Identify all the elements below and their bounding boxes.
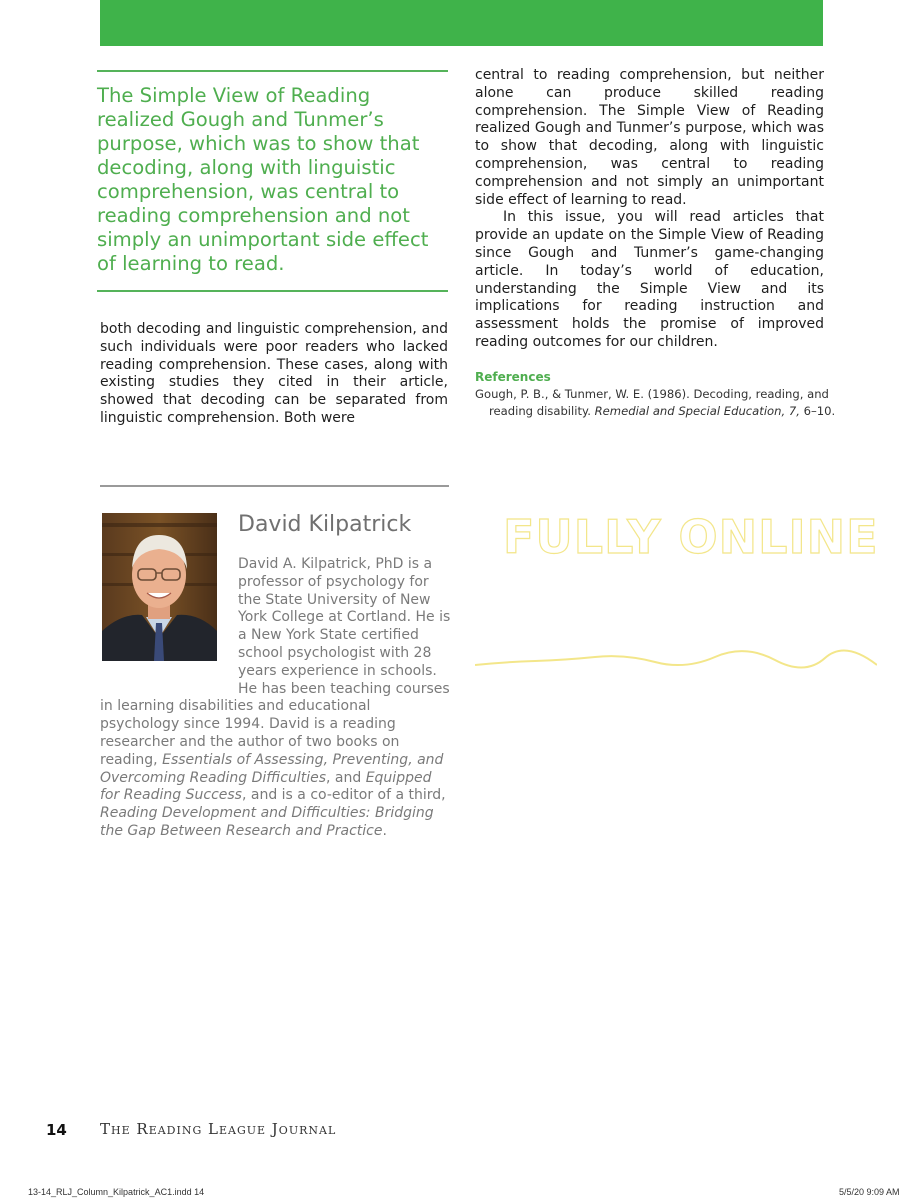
reference-authors: Gough, P. B., & Tunmer, W. E. (1986). Decoding, reading, and reading disability.: [475, 387, 829, 418]
bio-text: , and is a co-editor of a third,: [241, 787, 446, 804]
header-color-bar: [100, 0, 823, 46]
reference-entry: [475, 386, 839, 420]
author-name: David Kilpatrick: [238, 512, 412, 537]
reference-journal: Remedial and Special Education,: [594, 404, 786, 418]
bio-text: David A. Kilpatrick, PhD is a professor of psychology for the State University of New York College at Cortland. He is a New York State certified school psychologist with 28 years experience in schools. He has been teaching courses in learning disabilities and educational psychology since 1994. David is a reading researcher and the author of two books on reading,: [100, 556, 451, 768]
author-section-rule: [100, 485, 449, 487]
photo-wrap-spacer: [100, 556, 238, 686]
bio-text: .: [382, 822, 387, 839]
print-slug-file: 13-14_RLJ_Column_Kilpatrick_AC1.indd 14: [28, 1187, 205, 1197]
advert-headline: FULLY ONLINE: [503, 510, 879, 564]
body-paragraph: both decoding and linguistic comprehension, and such individuals were poor readers who lacked reading comprehension. These cases, along with existing studies they cited in their article, showed that decoding can be separated from linguistic comprehension. Both were: [100, 321, 448, 426]
right-column-text: [475, 67, 824, 352]
page-number: 14: [46, 1121, 67, 1139]
references-heading: References: [475, 370, 551, 384]
bio-book-title: Essentials of Assessing, Preventing, and Overcoming Reading Difficulties: [100, 751, 444, 786]
bio-book-title: Equipped for Reading Success: [100, 769, 432, 804]
print-slug-date: 5/5/20 9:09 AM: [839, 1187, 900, 1197]
pullquote-top-rule: [97, 70, 448, 72]
journal-title: The Reading League Journal: [100, 1120, 337, 1138]
bio-text: , and: [326, 769, 362, 786]
pullquote-bottom-rule: [97, 290, 448, 292]
reference-pages: 6–10.: [803, 404, 836, 418]
advert-wave-line: [475, 645, 877, 675]
bio-book-title: Reading Development and Difficulties: Bridging the Gap Between Research and Practice: [100, 805, 434, 839]
left-column-text: [100, 321, 448, 428]
body-paragraph: In this issue, you will read articles that provide an update on the Simple View of Reading since Gough and Tunmer’s game-changing article. In today’s world of education, understanding the Simple View and its implications for reading instruction and assessment holds the promise of improved reading outcomes for our children.: [475, 209, 824, 350]
body-paragraph: central to reading comprehension, but neither alone can produce skilled reading comprehension. The Simple View of Reading realized Gough and Tunmer’s purpose, which was to show that decoding, along with linguistic comprehension, was central to reading comprehension and not simply an unimportant side effect of learning to read.: [475, 67, 824, 208]
reference-volume: 7,: [788, 404, 800, 418]
author-bio: [100, 556, 452, 841]
pull-quote: The Simple View of Reading realized Gough and Tunmer’s purpose, which was to show that decoding, along with linguistic comprehension, was central to reading comprehension and not simply an unimportant side effect of learning to read.: [97, 84, 429, 275]
